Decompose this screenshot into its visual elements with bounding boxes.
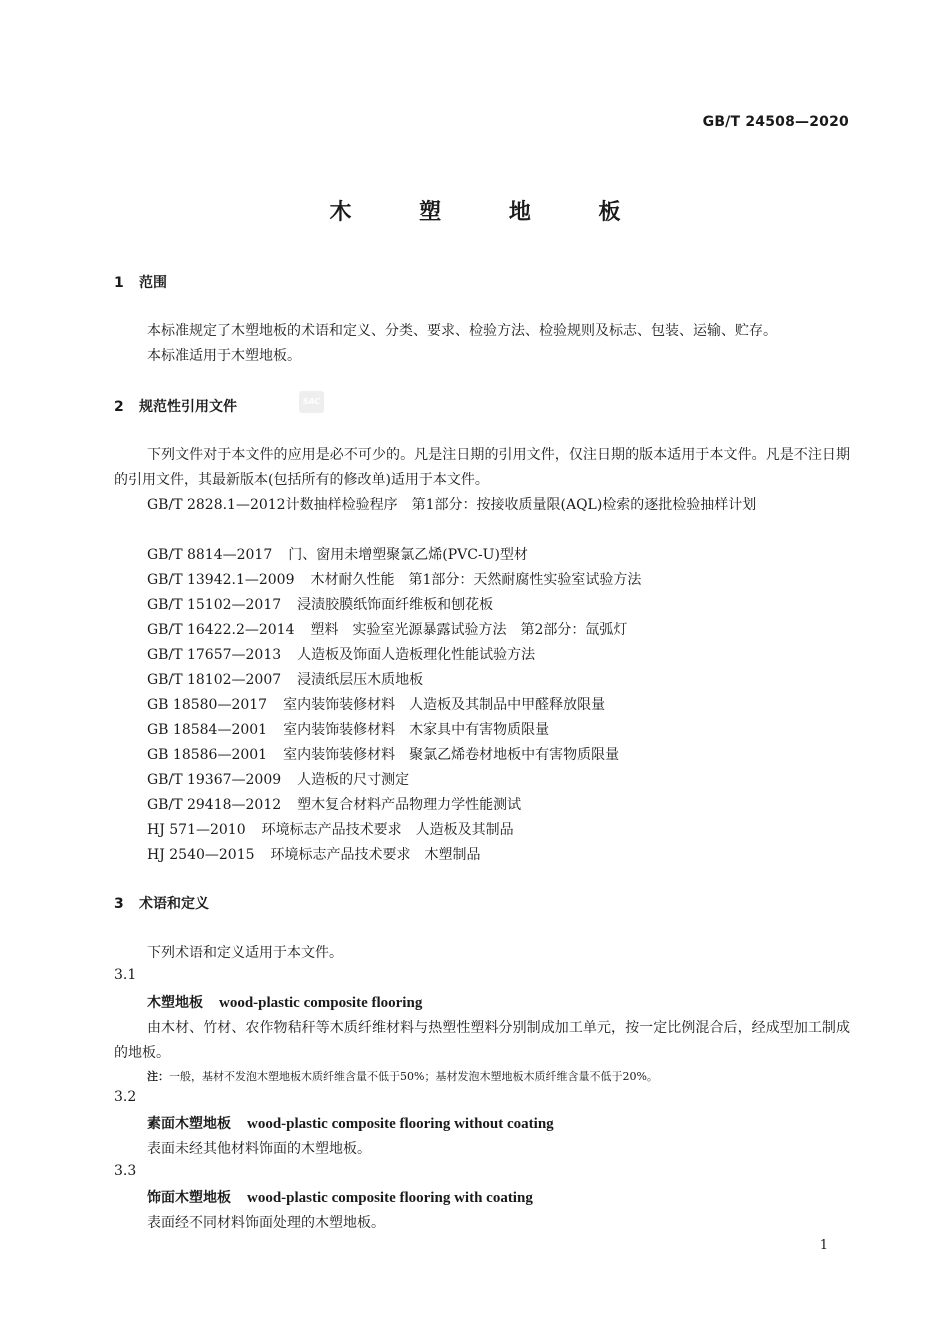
reference-item-13 xyxy=(147,819,514,839)
reference-title: 门、窗用未增塑聚氯乙烯(PVC-U)型材 xyxy=(288,547,528,563)
section-3-heading xyxy=(114,893,209,913)
reference-title: 计数抽样检验程序 第1部分：按接收质量限(AQL)检索的逐批检验抽样计划 xyxy=(285,497,757,513)
reference-code: HJ 571—2010 xyxy=(147,822,246,838)
references-intro: 下列文件对于本文件的应用是必不可少的。凡是注日期的引用文件，仅注日期的版本适用于本文件。凡是不注日期的引用文件，其最新版本(包括所有的修改单)适用于本文件。 xyxy=(114,447,850,488)
section-number: 3 xyxy=(114,896,124,912)
reference-title: 人造板及饰面人造板理化性能试验方法 xyxy=(297,647,536,663)
term-heading xyxy=(147,1187,533,1207)
section-title: 范围 xyxy=(139,275,167,291)
scope-line-2: 本标准适用于木塑地板。 xyxy=(147,348,301,364)
reference-item-9 xyxy=(147,719,549,739)
reference-item-8 xyxy=(147,694,605,714)
section-1-heading xyxy=(114,272,167,292)
reference-code: GB/T 8814—2017 xyxy=(147,547,273,563)
reference-code: GB/T 29418—2012 xyxy=(147,797,282,813)
reference-code: GB 18586—2001 xyxy=(147,747,268,763)
reference-title: 浸渍胶膜纸饰面纤维板和刨花板 xyxy=(297,597,494,613)
standard-code: GB/T 24508—2020 xyxy=(702,114,849,130)
reference-code: GB/T 15102—2017 xyxy=(147,597,282,613)
document-title: 木 塑 地 板 xyxy=(329,200,651,225)
term-note xyxy=(147,1068,658,1084)
terms-intro: 下列术语和定义适用于本文件。 xyxy=(147,945,343,961)
reference-code: HJ 2540—2015 xyxy=(147,847,255,863)
reference-title: 人造板的尺寸测定 xyxy=(297,772,410,788)
page-number: 1 xyxy=(819,1238,828,1253)
reference-title: 室内装饰装修材料 聚氯乙烯卷材地板中有害物质限量 xyxy=(283,747,620,763)
reference-title: 塑木复合材料产品物理力学性能测试 xyxy=(297,797,522,813)
reference-code: GB/T 18102—2007 xyxy=(147,672,282,688)
reference-item-6 xyxy=(147,644,535,664)
section-title: 规范性引用文件 xyxy=(139,399,237,415)
reference-item-1 xyxy=(114,493,850,518)
reference-title: 室内装饰装修材料 人造板及其制品中甲醛释放限量 xyxy=(283,697,606,713)
section-number: 1 xyxy=(114,275,124,291)
term-definition: 表面未经其他材料饰面的木塑地板。 xyxy=(147,1141,371,1157)
sac-watermark-logo: SAC xyxy=(299,391,324,413)
section-title: 术语和定义 xyxy=(139,896,209,912)
reference-item-10 xyxy=(147,744,619,764)
term-zh: 素面木塑地板 xyxy=(147,1116,231,1132)
term-number: 3.1 xyxy=(114,967,137,983)
reference-code: GB/T 17657—2013 xyxy=(147,647,282,663)
term-heading xyxy=(147,992,422,1012)
term-en: wood-plastic composite flooring without coating xyxy=(247,1116,554,1132)
term-en: wood-plastic composite flooring xyxy=(219,995,423,1011)
term-number: 3.2 xyxy=(114,1089,137,1105)
note-text: 一般，基材不发泡木塑地板木质纤维含量不低于50%；基材发泡木塑地板木质纤维含量不低于20%。 xyxy=(169,1070,658,1083)
reference-code: GB 18580—2017 xyxy=(147,697,268,713)
term-definition: 表面经不同材料饰面处理的木塑地板。 xyxy=(147,1215,385,1231)
reference-item-12 xyxy=(147,794,521,814)
term-number: 3.3 xyxy=(114,1163,137,1179)
section-2-heading xyxy=(114,396,237,416)
term-zh: 饰面木塑地板 xyxy=(147,1190,231,1206)
reference-title: 木材耐久性能 第1部分：天然耐腐性实验室试验方法 xyxy=(310,572,642,588)
reference-item-2 xyxy=(147,544,528,564)
reference-code: GB/T 19367—2009 xyxy=(147,772,282,788)
reference-code: GB/T 2828.1—2012 xyxy=(147,497,286,513)
scope-line-1: 本标准规定了木塑地板的术语和定义、分类、要求、检验方法、检验规则及标志、包装、运输、贮存。 xyxy=(147,323,777,339)
reference-title: 环境标志产品技术要求 木塑制品 xyxy=(270,847,481,863)
reference-item-3 xyxy=(147,569,641,589)
term-zh: 木塑地板 xyxy=(147,995,203,1011)
term-heading xyxy=(147,1113,554,1133)
reference-item-7 xyxy=(147,669,423,689)
reference-item-11 xyxy=(147,769,409,789)
reference-item-5 xyxy=(147,619,627,639)
section-number: 2 xyxy=(114,399,124,415)
reference-title: 环境标志产品技术要求 人造板及其制品 xyxy=(261,822,514,838)
reference-code: GB 18584—2001 xyxy=(147,722,268,738)
reference-item-14 xyxy=(147,844,481,864)
reference-item-4 xyxy=(147,594,493,614)
note-label: 注： xyxy=(147,1070,169,1083)
reference-title: 塑料 实验室光源暴露试验方法 第2部分：氙弧灯 xyxy=(310,622,628,638)
reference-code: GB/T 13942.1—2009 xyxy=(147,572,295,588)
reference-title: 浸渍纸层压木质地板 xyxy=(297,672,424,688)
term-en: wood-plastic composite flooring with coating xyxy=(247,1190,533,1206)
reference-code: GB/T 16422.2—2014 xyxy=(147,622,295,638)
term-definition: 由木材、竹材、农作物秸秆等木质纤维材料与热塑性塑料分别制成加工单元，按一定比例混合后，经成型加工制成的地板。 xyxy=(114,1020,850,1061)
reference-title: 室内装饰装修材料 木家具中有害物质限量 xyxy=(283,722,550,738)
